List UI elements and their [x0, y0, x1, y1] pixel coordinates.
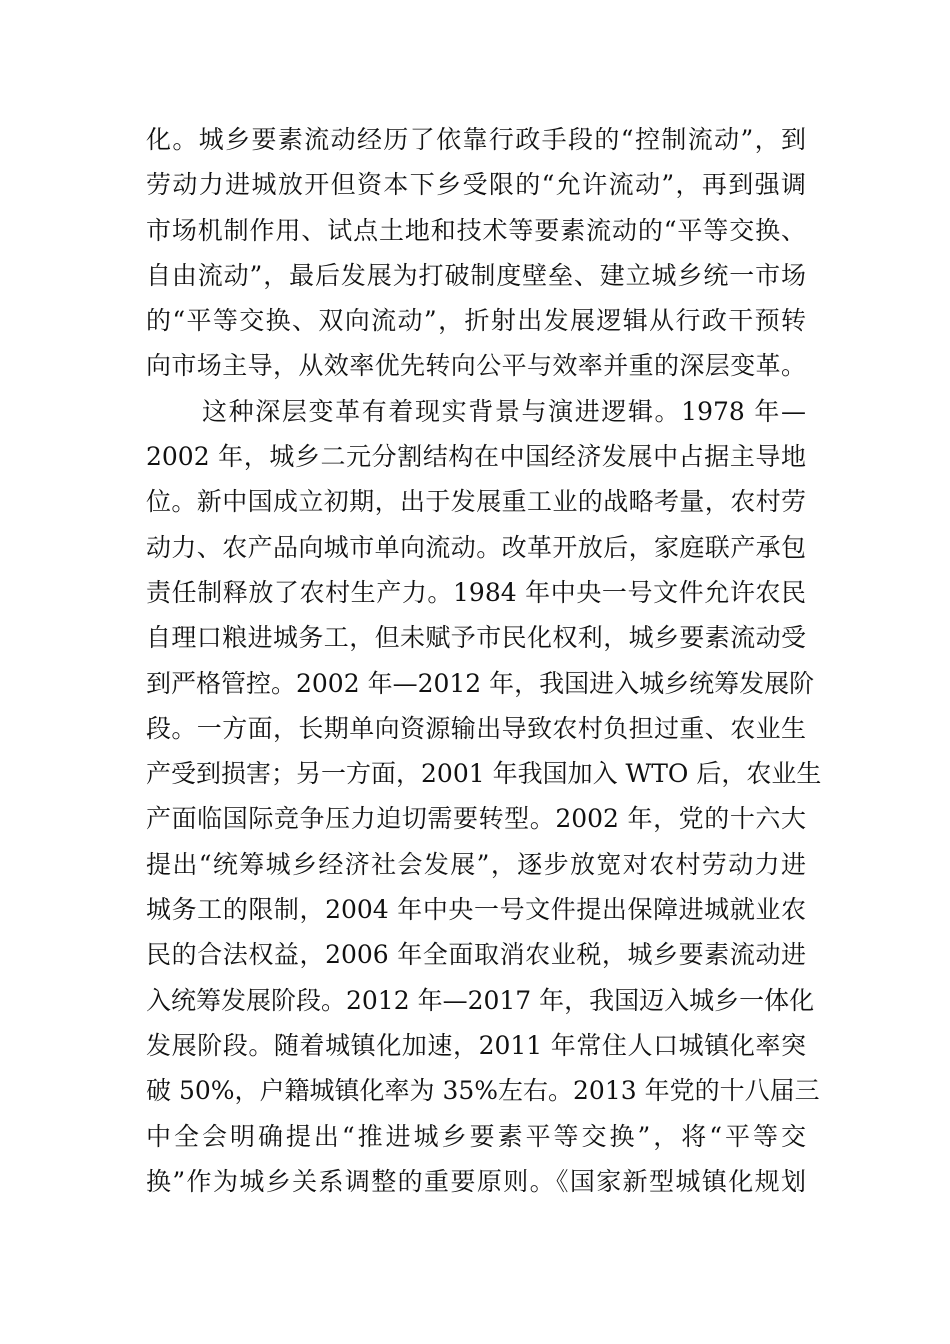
text-line: 民的合法权益，2006 年全面取消农业税，城乡要素流动进 [146, 940, 806, 970]
text-line: 产面临国际竞争压力迫切需要转型。2002 年，党的十六大 [146, 804, 806, 834]
paragraph-2 [146, 389, 822, 1204]
text-line: 段。一方面，长期单向资源输出导致农村负担过重、农业生 [146, 713, 806, 743]
text-line: 责任制释放了农村生产力。1984 年中央一号文件允许农民 [146, 577, 806, 607]
text-line: 发展阶段。随着城镇化加速，2011 年常住人口城镇化率突 [146, 1030, 806, 1060]
text-line: 破 50%，户籍城镇化率为 35%左右。2013 年党的十八届三 [146, 1076, 820, 1106]
text-line: 自理口粮进城务工，但未赋予市民化权利，城乡要素流动受 [146, 623, 806, 653]
text-line: 化。城乡要素流动经历了依靠行政手段的“控制流动”，到 [146, 125, 806, 154]
text-line: 2002 年，城乡二元分割结构在中国经济发展中占据主导地 [146, 442, 806, 472]
text-line: 这种深层变革有着现实背景与演进逻辑。1978 年— [202, 396, 806, 426]
text-line: 劳动力进城放开但资本下乡受限的“允许流动”，再到强调 [146, 170, 806, 200]
text-line: 的“平等交换、双向流动”，折射出发展逻辑从行政干预转 [146, 306, 806, 336]
text-line: 向市场主导，从效率优先转向公平与效率并重的深层变革。 [146, 351, 806, 381]
text-line: 换”作为城乡关系调整的重要原则。《国家新型城镇化规划 [146, 1166, 806, 1196]
text-line: 市场机制作用、试点土地和技术等要素流动的“平等交换、 [146, 215, 806, 245]
text-line: 产受到损害；另一方面，2001 年我国加入 WTO 后，农业生 [146, 759, 822, 789]
text-line: 动力、农产品向城市单向流动。改革开放后，家庭联产承包 [146, 532, 806, 562]
text-line: 入统筹发展阶段。2012 年—2017 年，我国迈入城乡一体化 [146, 985, 815, 1015]
paragraph-1 [146, 117, 806, 389]
text-line: 自由流动”，最后发展为打破制度壁垒、建立城乡统一市场 [146, 260, 806, 290]
text-line: 城务工的限制，2004 年中央一号文件提出保障进城就业农 [146, 895, 806, 925]
text-line: 提出“统筹城乡经济社会发展”，逐步放宽对农村劳动力进 [146, 849, 806, 879]
text-line: 位。新中国成立初期，出于发展重工业的战略考量，农村劳 [146, 487, 806, 517]
body-text [146, 117, 822, 1204]
text-line: 到严格管控。2002 年—2012 年，我国进入城乡统筹发展阶 [146, 668, 815, 698]
text-line: 中全会明确提出“推进城乡要素平等交换”，将“平等交 [146, 1121, 806, 1151]
